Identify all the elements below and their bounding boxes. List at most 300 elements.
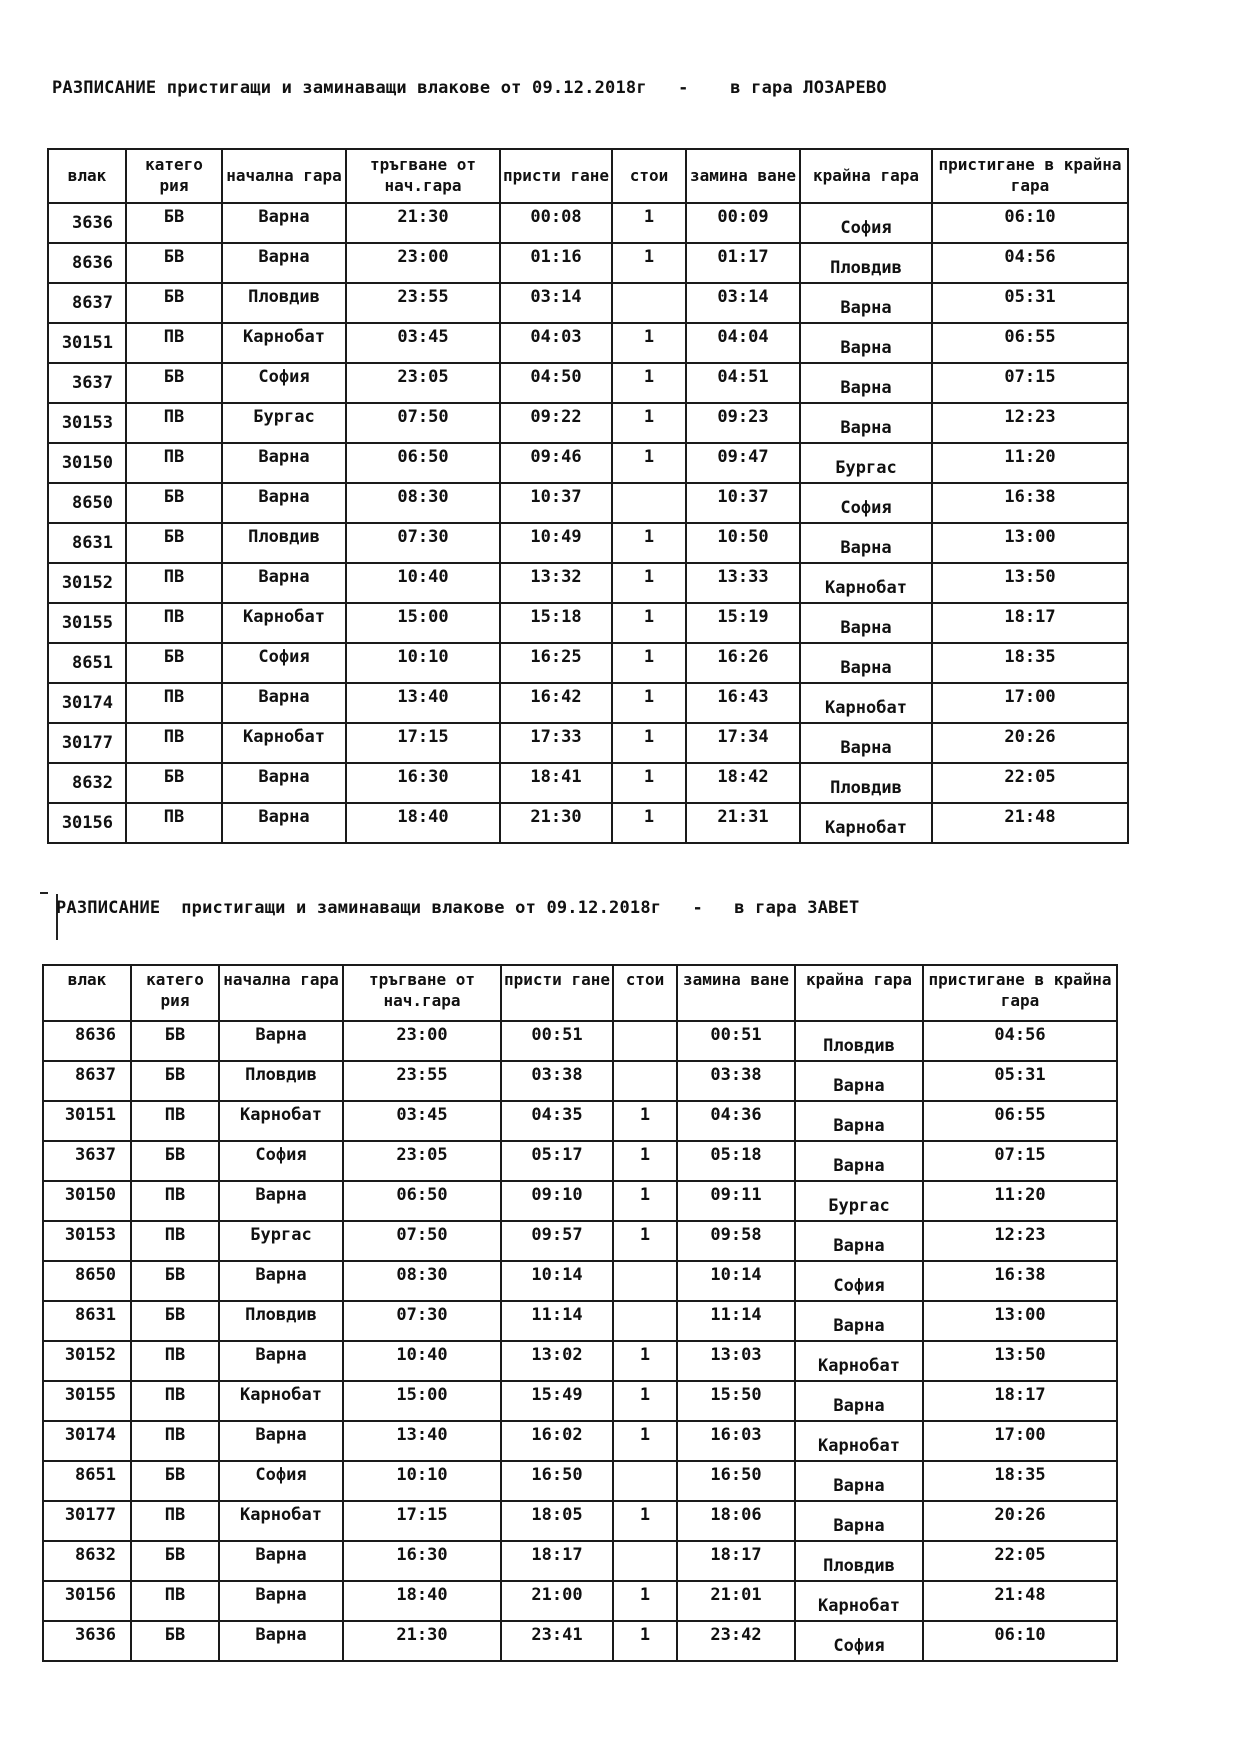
cell-arrival-destination: 07:15 [923, 1141, 1117, 1181]
header-arrival-destination: пристигане в крайна гара [923, 965, 1117, 1021]
cell-arrival-destination: 06:55 [932, 323, 1128, 363]
cell-departure: 17:34 [686, 723, 800, 763]
cell-train: 8637 [43, 1061, 131, 1101]
cell-train: 8632 [43, 1541, 131, 1581]
header-category: катего рия [131, 965, 219, 1021]
cell-stop: 1 [613, 1101, 677, 1141]
cell-origin: Варна [219, 1021, 343, 1061]
cell-arrival: 01:16 [500, 243, 612, 283]
cell-arrival: 16:02 [501, 1421, 613, 1461]
table-row [43, 1221, 1117, 1261]
cell-origin: Варна [222, 483, 346, 523]
cell-departure-origin: 23:05 [343, 1141, 501, 1181]
cell-departure-origin: 18:40 [343, 1581, 501, 1621]
header-arrival: присти гане [500, 149, 612, 203]
cell-destination: София [800, 483, 932, 523]
table-row [48, 203, 1128, 243]
cell-arrival: 13:32 [500, 563, 612, 603]
cell-departure-origin: 15:00 [343, 1381, 501, 1421]
cell-departure: 15:19 [686, 603, 800, 643]
cell-destination: Варна [795, 1381, 923, 1421]
cell-destination: Варна [795, 1061, 923, 1101]
cell-arrival: 16:42 [500, 683, 612, 723]
cell-train: 8636 [48, 243, 126, 283]
cell-origin: Бургас [219, 1221, 343, 1261]
cell-category: ПВ [126, 563, 222, 603]
cell-arrival-destination: 16:38 [932, 483, 1128, 523]
cell-arrival: 18:17 [501, 1541, 613, 1581]
cell-arrival: 11:14 [501, 1301, 613, 1341]
cell-category: БВ [131, 1301, 219, 1341]
table-row [43, 1341, 1117, 1381]
cell-arrival: 00:08 [500, 203, 612, 243]
cell-stop: 1 [612, 443, 686, 483]
header-departure-origin: тръгване от нач.гара [343, 965, 501, 1021]
header-arrival: присти гане [501, 965, 613, 1021]
cell-train: 30153 [43, 1221, 131, 1261]
cell-departure-origin: 06:50 [343, 1181, 501, 1221]
cell-departure: 03:38 [677, 1061, 795, 1101]
cell-train: 8651 [48, 643, 126, 683]
cell-stop: 1 [612, 323, 686, 363]
cell-departure-origin: 10:40 [343, 1341, 501, 1381]
cell-category: БВ [131, 1621, 219, 1661]
cell-destination: Пловдив [795, 1541, 923, 1581]
cell-departure-origin: 23:55 [343, 1061, 501, 1101]
schedule-title-zavet: РАЗПИСАНИЕ пристигащи и заминаващи влакове от 09.12.2018г - в гара ЗАВЕТ [56, 898, 860, 918]
cell-train: 8636 [43, 1021, 131, 1061]
cell-train: 8637 [48, 283, 126, 323]
table-row [48, 723, 1128, 763]
cell-category: ПВ [126, 443, 222, 483]
header-origin: начална гара [219, 965, 343, 1021]
table-row [48, 323, 1128, 363]
table-row [43, 1621, 1117, 1661]
cell-arrival-destination: 20:26 [932, 723, 1128, 763]
table-row [43, 1021, 1117, 1061]
cell-origin: Варна [219, 1181, 343, 1221]
cell-departure-origin: 07:30 [343, 1301, 501, 1341]
cell-departure: 01:17 [686, 243, 800, 283]
header-stop: стои [613, 965, 677, 1021]
cell-stop: 1 [612, 203, 686, 243]
cell-train: 30155 [48, 603, 126, 643]
cell-arrival-destination: 18:17 [923, 1381, 1117, 1421]
cell-departure-origin: 07:50 [343, 1221, 501, 1261]
cell-category: ПВ [131, 1101, 219, 1141]
cell-arrival-destination: 13:50 [932, 563, 1128, 603]
cell-stop: 1 [612, 603, 686, 643]
table-row [43, 1261, 1117, 1301]
cell-arrival: 21:00 [501, 1581, 613, 1621]
cell-train: 8632 [48, 763, 126, 803]
cell-category: БВ [126, 283, 222, 323]
cell-departure-origin: 21:30 [346, 203, 500, 243]
cell-arrival: 18:41 [500, 763, 612, 803]
cell-departure: 18:06 [677, 1501, 795, 1541]
cell-departure: 23:42 [677, 1621, 795, 1661]
cell-train: 8631 [43, 1301, 131, 1341]
cell-departure: 18:42 [686, 763, 800, 803]
cell-origin: Карнобат [222, 723, 346, 763]
schedule-title-lozarevo: РАЗПИСАНИЕ пристигащи и заминаващи влакове от 09.12.2018г - в гара ЛОЗАРЕВО [52, 78, 887, 98]
cell-category: ПВ [126, 803, 222, 843]
cell-departure: 16:03 [677, 1421, 795, 1461]
cell-arrival-destination: 07:15 [932, 363, 1128, 403]
cell-train: 3636 [43, 1621, 131, 1661]
cell-destination: Бургас [800, 443, 932, 483]
cell-arrival: 13:02 [501, 1341, 613, 1381]
cell-arrival-destination: 12:23 [932, 403, 1128, 443]
cell-category: БВ [126, 243, 222, 283]
cell-arrival: 15:18 [500, 603, 612, 643]
cell-arrival-destination: 06:55 [923, 1101, 1117, 1141]
cell-category: БВ [131, 1141, 219, 1181]
cell-destination: Карнобат [800, 803, 932, 843]
table-header-row [48, 149, 1128, 203]
cell-destination: Варна [800, 603, 932, 643]
table-row [48, 443, 1128, 483]
cell-origin: Варна [222, 803, 346, 843]
table-row [43, 1181, 1117, 1221]
cell-destination: Карнобат [795, 1421, 923, 1461]
cell-departure-origin: 03:45 [346, 323, 500, 363]
cell-departure: 13:03 [677, 1341, 795, 1381]
header-origin: начална гара [222, 149, 346, 203]
table-row [43, 1581, 1117, 1621]
cell-category: БВ [131, 1461, 219, 1501]
table-row [48, 683, 1128, 723]
cell-stop: 1 [612, 723, 686, 763]
cell-category: ПВ [131, 1341, 219, 1381]
cell-origin: Варна [222, 443, 346, 483]
cell-category: БВ [126, 523, 222, 563]
cell-departure: 00:09 [686, 203, 800, 243]
cell-train: 8651 [43, 1461, 131, 1501]
margin-mark-horizontal [40, 892, 48, 894]
table-row [48, 243, 1128, 283]
cell-destination: Варна [795, 1101, 923, 1141]
header-destination: крайна гара [800, 149, 932, 203]
cell-arrival-destination: 13:50 [923, 1341, 1117, 1381]
cell-departure-origin: 07:50 [346, 403, 500, 443]
cell-stop: 1 [613, 1181, 677, 1221]
cell-arrival: 09:22 [500, 403, 612, 443]
cell-origin: Варна [219, 1341, 343, 1381]
cell-stop [612, 283, 686, 323]
cell-arrival: 16:50 [501, 1461, 613, 1501]
cell-stop: 1 [613, 1341, 677, 1381]
cell-destination: Варна [800, 283, 932, 323]
cell-arrival: 05:17 [501, 1141, 613, 1181]
cell-origin: Варна [219, 1421, 343, 1461]
cell-stop: 1 [612, 243, 686, 283]
table-row [43, 1421, 1117, 1461]
cell-arrival-destination: 16:38 [923, 1261, 1117, 1301]
cell-train: 8631 [48, 523, 126, 563]
cell-arrival: 00:51 [501, 1021, 613, 1061]
cell-origin: Варна [222, 763, 346, 803]
cell-departure: 00:51 [677, 1021, 795, 1061]
cell-origin: София [219, 1461, 343, 1501]
cell-arrival-destination: 11:20 [923, 1181, 1117, 1221]
cell-arrival-destination: 06:10 [923, 1621, 1117, 1661]
cell-arrival-destination: 17:00 [932, 683, 1128, 723]
cell-arrival-destination: 21:48 [932, 803, 1128, 843]
header-destination: крайна гара [795, 965, 923, 1021]
cell-departure: 15:50 [677, 1381, 795, 1421]
cell-arrival-destination: 20:26 [923, 1501, 1117, 1541]
cell-departure-origin: 10:10 [346, 643, 500, 683]
cell-destination: Варна [795, 1141, 923, 1181]
cell-departure-origin: 13:40 [346, 683, 500, 723]
table-row [43, 1541, 1117, 1581]
cell-departure: 10:37 [686, 483, 800, 523]
cell-departure-origin: 15:00 [346, 603, 500, 643]
cell-departure: 21:01 [677, 1581, 795, 1621]
cell-departure: 04:04 [686, 323, 800, 363]
cell-category: ПВ [131, 1581, 219, 1621]
cell-arrival: 10:14 [501, 1261, 613, 1301]
cell-origin: Карнобат [219, 1381, 343, 1421]
cell-destination: Варна [795, 1501, 923, 1541]
cell-origin: Варна [222, 563, 346, 603]
cell-arrival-destination: 13:00 [932, 523, 1128, 563]
cell-train: 30153 [48, 403, 126, 443]
cell-destination: Бургас [795, 1181, 923, 1221]
cell-departure-origin: 23:55 [346, 283, 500, 323]
table-row [48, 363, 1128, 403]
cell-arrival-destination: 04:56 [932, 243, 1128, 283]
cell-origin: Варна [219, 1581, 343, 1621]
cell-category: БВ [131, 1061, 219, 1101]
cell-arrival-destination: 05:31 [932, 283, 1128, 323]
cell-departure: 10:50 [686, 523, 800, 563]
cell-train: 30177 [43, 1501, 131, 1541]
cell-departure: 16:43 [686, 683, 800, 723]
cell-departure: 04:36 [677, 1101, 795, 1141]
cell-train: 30177 [48, 723, 126, 763]
cell-train: 30156 [48, 803, 126, 843]
cell-departure-origin: 03:45 [343, 1101, 501, 1141]
cell-arrival-destination: 12:23 [923, 1221, 1117, 1261]
cell-arrival-destination: 18:35 [923, 1461, 1117, 1501]
cell-train: 30174 [43, 1421, 131, 1461]
cell-arrival-destination: 17:00 [923, 1421, 1117, 1461]
cell-departure-origin: 23:00 [346, 243, 500, 283]
cell-category: ПВ [126, 603, 222, 643]
cell-departure: 11:14 [677, 1301, 795, 1341]
cell-departure-origin: 08:30 [346, 483, 500, 523]
cell-stop [613, 1301, 677, 1341]
cell-stop: 1 [613, 1381, 677, 1421]
header-train: влак [48, 149, 126, 203]
cell-departure-origin: 07:30 [346, 523, 500, 563]
cell-departure: 09:11 [677, 1181, 795, 1221]
cell-departure-origin: 08:30 [343, 1261, 501, 1301]
cell-departure: 09:58 [677, 1221, 795, 1261]
cell-stop: 1 [612, 523, 686, 563]
cell-destination: Карнобат [800, 563, 932, 603]
cell-stop [613, 1261, 677, 1301]
cell-destination: Варна [800, 643, 932, 683]
cell-category: ПВ [126, 403, 222, 443]
table-row [43, 1101, 1117, 1141]
cell-train: 8650 [48, 483, 126, 523]
cell-arrival: 21:30 [500, 803, 612, 843]
cell-departure: 16:26 [686, 643, 800, 683]
cell-departure: 18:17 [677, 1541, 795, 1581]
cell-destination: София [800, 203, 932, 243]
cell-category: БВ [131, 1021, 219, 1061]
cell-destination: София [795, 1261, 923, 1301]
cell-departure-origin: 10:40 [346, 563, 500, 603]
cell-destination: Варна [800, 323, 932, 363]
cell-departure-origin: 18:40 [346, 803, 500, 843]
cell-departure: 03:14 [686, 283, 800, 323]
cell-arrival-destination: 21:48 [923, 1581, 1117, 1621]
cell-origin: Варна [222, 243, 346, 283]
cell-origin: Варна [219, 1261, 343, 1301]
cell-origin: Пловдив [222, 523, 346, 563]
cell-destination: Варна [800, 723, 932, 763]
cell-stop: 1 [612, 643, 686, 683]
cell-destination: Пловдив [795, 1021, 923, 1061]
cell-category: ПВ [126, 683, 222, 723]
header-departure: замина ване [677, 965, 795, 1021]
cell-stop: 1 [613, 1621, 677, 1661]
cell-category: ПВ [131, 1501, 219, 1541]
cell-train: 30155 [43, 1381, 131, 1421]
cell-arrival: 18:05 [501, 1501, 613, 1541]
table-row [48, 643, 1128, 683]
cell-departure-origin: 10:10 [343, 1461, 501, 1501]
cell-arrival: 09:57 [501, 1221, 613, 1261]
cell-origin: Бургас [222, 403, 346, 443]
cell-origin: Карнобат [219, 1501, 343, 1541]
cell-stop [613, 1541, 677, 1581]
cell-arrival: 04:03 [500, 323, 612, 363]
cell-origin: Варна [222, 203, 346, 243]
cell-origin: Пловдив [222, 283, 346, 323]
cell-train: 3636 [48, 203, 126, 243]
cell-destination: Пловдив [800, 243, 932, 283]
table-row [48, 283, 1128, 323]
cell-origin: София [222, 363, 346, 403]
cell-destination: Варна [800, 523, 932, 563]
table-row [43, 1381, 1117, 1421]
cell-train: 30174 [48, 683, 126, 723]
cell-stop: 1 [612, 683, 686, 723]
cell-departure-origin: 17:15 [343, 1501, 501, 1541]
cell-category: ПВ [131, 1181, 219, 1221]
cell-category: БВ [126, 363, 222, 403]
table-row [48, 563, 1128, 603]
cell-arrival: 03:14 [500, 283, 612, 323]
cell-arrival: 17:33 [500, 723, 612, 763]
cell-stop: 1 [612, 403, 686, 443]
cell-category: ПВ [131, 1221, 219, 1261]
cell-departure-origin: 13:40 [343, 1421, 501, 1461]
table-row [48, 523, 1128, 563]
cell-departure-origin: 06:50 [346, 443, 500, 483]
cell-arrival-destination: 11:20 [932, 443, 1128, 483]
schedule-table-lozarevo [47, 148, 1129, 844]
cell-destination: Карнобат [795, 1581, 923, 1621]
cell-stop: 1 [612, 363, 686, 403]
cell-arrival: 09:10 [501, 1181, 613, 1221]
cell-category: БВ [126, 643, 222, 683]
cell-origin: Варна [219, 1621, 343, 1661]
header-train: влак [43, 965, 131, 1021]
cell-stop [613, 1021, 677, 1061]
header-departure-origin: тръгване от нач.гара [346, 149, 500, 203]
cell-arrival-destination: 22:05 [923, 1541, 1117, 1581]
cell-category: БВ [131, 1261, 219, 1301]
cell-arrival: 10:37 [500, 483, 612, 523]
header-stop: стои [612, 149, 686, 203]
cell-departure: 04:51 [686, 363, 800, 403]
cell-destination: Варна [795, 1301, 923, 1341]
cell-arrival-destination: 13:00 [923, 1301, 1117, 1341]
cell-origin: Пловдив [219, 1301, 343, 1341]
cell-arrival: 03:38 [501, 1061, 613, 1101]
cell-departure: 16:50 [677, 1461, 795, 1501]
header-departure: замина ване [686, 149, 800, 203]
cell-origin: Варна [219, 1541, 343, 1581]
cell-arrival-destination: 18:17 [932, 603, 1128, 643]
cell-stop: 1 [613, 1421, 677, 1461]
cell-category: ПВ [126, 323, 222, 363]
cell-destination: Варна [800, 403, 932, 443]
cell-category: БВ [126, 763, 222, 803]
cell-departure: 09:23 [686, 403, 800, 443]
cell-destination: Карнобат [800, 683, 932, 723]
cell-category: БВ [131, 1541, 219, 1581]
cell-train: 3637 [48, 363, 126, 403]
cell-arrival: 10:49 [500, 523, 612, 563]
table-row [48, 603, 1128, 643]
cell-stop: 1 [613, 1581, 677, 1621]
cell-departure: 21:31 [686, 803, 800, 843]
header-arrival-destination: пристигане в крайна гара [932, 149, 1128, 203]
cell-departure-origin: 17:15 [346, 723, 500, 763]
table-header-row [43, 965, 1117, 1021]
cell-stop: 1 [612, 763, 686, 803]
cell-stop: 1 [613, 1221, 677, 1261]
cell-origin: Варна [222, 683, 346, 723]
cell-departure-origin: 23:05 [346, 363, 500, 403]
cell-destination: Карнобат [795, 1341, 923, 1381]
cell-departure: 09:47 [686, 443, 800, 483]
cell-train: 8650 [43, 1261, 131, 1301]
cell-train: 30152 [43, 1341, 131, 1381]
cell-arrival: 04:35 [501, 1101, 613, 1141]
cell-category: ПВ [131, 1421, 219, 1461]
cell-origin: Карнобат [219, 1101, 343, 1141]
cell-origin: София [219, 1141, 343, 1181]
cell-departure: 10:14 [677, 1261, 795, 1301]
cell-stop [613, 1061, 677, 1101]
cell-departure: 05:18 [677, 1141, 795, 1181]
cell-departure-origin: 23:00 [343, 1021, 501, 1061]
cell-arrival: 16:25 [500, 643, 612, 683]
table-row [48, 483, 1128, 523]
cell-train: 30151 [48, 323, 126, 363]
cell-category: ПВ [131, 1381, 219, 1421]
cell-stop: 1 [613, 1501, 677, 1541]
cell-train: 30150 [48, 443, 126, 483]
